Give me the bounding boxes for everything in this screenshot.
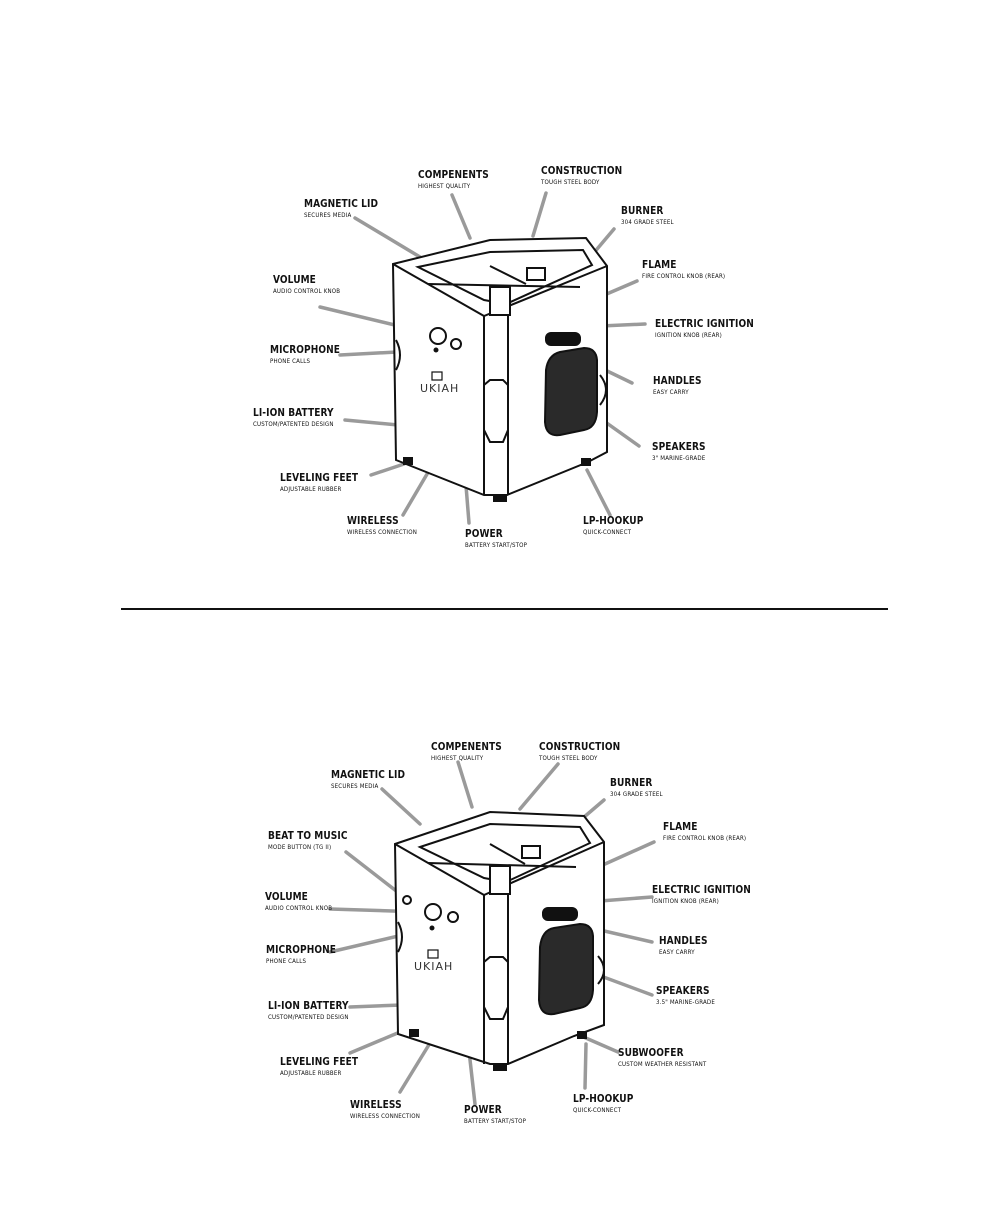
callout-subtitle: 3" MARINE-GRADE: [652, 453, 706, 462]
callout-title: HANDLES: [653, 375, 702, 387]
fire-pit-speaker-unit: [393, 238, 607, 501]
callout-subtitle: TOUGH STEEL BODY: [539, 753, 598, 762]
callout-subtitle: AUDIO CONTROL KNOB: [265, 903, 333, 912]
callout-subtitle: WIRELESS CONNECTION: [347, 527, 417, 536]
callout-li-ion-battery: [253, 408, 347, 427]
callout-title: LI-ION BATTERY: [253, 407, 334, 419]
callout-title: POWER: [464, 1104, 502, 1116]
callout-compenents: [431, 742, 513, 761]
callout-subtitle: BATTERY START/STOP: [464, 1116, 527, 1125]
callout-title: WIRELESS: [350, 1099, 402, 1111]
callout-magnetic-lid: [304, 199, 390, 218]
callout-title: LI-ION BATTERY: [268, 1000, 349, 1012]
callout-title: FLAME: [663, 821, 698, 833]
callout-electric-ignition: [655, 319, 770, 338]
callout-construction: [541, 166, 635, 185]
callout-title: COMPENENTS: [431, 741, 502, 753]
callout-title: MICROPHONE: [266, 944, 337, 956]
callout-subtitle: HIGHEST QUALITY: [418, 181, 471, 190]
section-divider: [121, 608, 888, 610]
callout-subtitle: FIRE CONTROL KNOB (REAR): [642, 271, 726, 280]
callout-title: BURNER: [621, 205, 664, 217]
callout-title: WIRELESS: [347, 515, 399, 527]
callout-title: CONSTRUCTION: [539, 741, 621, 753]
callout-subtitle: 3.5" MARINE-GRADE: [656, 997, 715, 1006]
callout-subtitle: IGNITION KNOB (REAR): [652, 896, 719, 905]
callout-subtitle: SECURES MEDIA: [304, 210, 352, 219]
callout-subwoofer: [618, 1048, 721, 1067]
callout-title: LP-HOOKUP: [583, 515, 644, 527]
callout-subtitle: ADJUSTABLE RUBBER: [280, 484, 342, 493]
callout-lp-hookup: [583, 516, 653, 535]
callout-burner: [610, 778, 671, 797]
callout-title: COMPENENTS: [418, 169, 489, 181]
callout-subtitle: 304 GRADE STEEL: [621, 217, 674, 226]
callout-subtitle: CUSTOM WEATHER RESISTANT: [618, 1059, 707, 1068]
callout-wireless: [347, 516, 428, 535]
callout-handles: [659, 936, 716, 955]
callout-microphone: [270, 345, 351, 364]
callout-subtitle: EASY CARRY: [653, 387, 689, 396]
callout-title: CONSTRUCTION: [541, 165, 623, 177]
callout-subtitle: FIRE CONTROL KNOB (REAR): [663, 833, 747, 842]
callout-title: ELECTRIC IGNITION: [655, 318, 754, 330]
callout-title: VOLUME: [273, 274, 316, 286]
callout-volume: [273, 275, 351, 294]
callout-beat-to-music: [268, 831, 361, 850]
callout-subtitle: PHONE CALLS: [266, 956, 307, 965]
callout-subtitle: CUSTOM/PATENTED DESIGN: [268, 1012, 349, 1021]
callout-title: MAGNETIC LID: [331, 769, 406, 781]
callout-construction: [539, 742, 633, 761]
callout-subtitle: HIGHEST QUALITY: [431, 753, 484, 762]
callout-title: POWER: [465, 528, 503, 540]
callout-title: SPEAKERS: [652, 441, 706, 453]
callout-title: ELECTRIC IGNITION: [652, 884, 751, 896]
callout-title: SPEAKERS: [656, 985, 710, 997]
callout-leveling-feet: [280, 473, 371, 492]
product-logo: UKIAH: [414, 960, 454, 973]
callout-microphone: [266, 945, 347, 964]
callout-title: LP-HOOKUP: [573, 1093, 634, 1105]
callout-subtitle: 304 GRADE STEEL: [610, 789, 663, 798]
callout-subtitle: BATTERY START/STOP: [465, 540, 528, 549]
callout-subtitle: EASY CARRY: [659, 947, 695, 956]
callout-power: [464, 1105, 536, 1124]
callout-subtitle: WIRELESS CONNECTION: [350, 1111, 420, 1120]
callout-volume: [265, 892, 343, 911]
product-illustration-bottom: [0, 612, 1008, 1224]
callout-subtitle: CUSTOM/PATENTED DESIGN: [253, 419, 334, 428]
callout-title: SUBWOOFER: [618, 1047, 684, 1059]
callout-subtitle: SECURES MEDIA: [331, 781, 379, 790]
callout-subtitle: TOUGH STEEL BODY: [541, 177, 600, 186]
callout-subtitle: QUICK-CONNECT: [573, 1105, 622, 1114]
callout-lp-hookup: [573, 1094, 643, 1113]
fire-pit-speaker-unit: [395, 812, 604, 1070]
callout-title: HANDLES: [659, 935, 708, 947]
callout-speakers: [652, 442, 714, 461]
callout-title: BEAT TO MUSIC: [268, 830, 348, 842]
callout-title: MICROPHONE: [270, 344, 341, 356]
callout-leveling-feet: [280, 1057, 371, 1076]
callout-title: VOLUME: [265, 891, 308, 903]
callout-subtitle: ADJUSTABLE RUBBER: [280, 1068, 342, 1077]
callout-subtitle: PHONE CALLS: [270, 356, 311, 365]
callout-compenents: [418, 170, 500, 189]
callout-flame: [663, 822, 760, 841]
diagram-bottom: [0, 612, 1008, 1224]
callout-title: MAGNETIC LID: [304, 198, 379, 210]
callout-title: BURNER: [610, 777, 653, 789]
callout-subtitle: IGNITION KNOB (REAR): [655, 330, 722, 339]
callout-li-ion-battery: [268, 1001, 362, 1020]
callout-subtitle: QUICK-CONNECT: [583, 527, 632, 536]
callout-burner: [621, 206, 682, 225]
callout-power: [465, 529, 537, 548]
callout-title: FLAME: [642, 259, 677, 271]
callout-title: LEVELING FEET: [280, 1056, 359, 1068]
callout-subtitle: MODE BUTTON (TG II): [268, 842, 332, 851]
callout-speakers: [656, 986, 725, 1005]
callout-title: LEVELING FEET: [280, 472, 359, 484]
callout-handles: [653, 376, 710, 395]
product-logo: UKIAH: [420, 382, 460, 395]
callout-electric-ignition: [652, 885, 767, 904]
callout-flame: [642, 260, 739, 279]
callout-wireless: [350, 1100, 431, 1119]
callout-subtitle: AUDIO CONTROL KNOB: [273, 286, 341, 295]
callout-magnetic-lid: [331, 770, 417, 789]
